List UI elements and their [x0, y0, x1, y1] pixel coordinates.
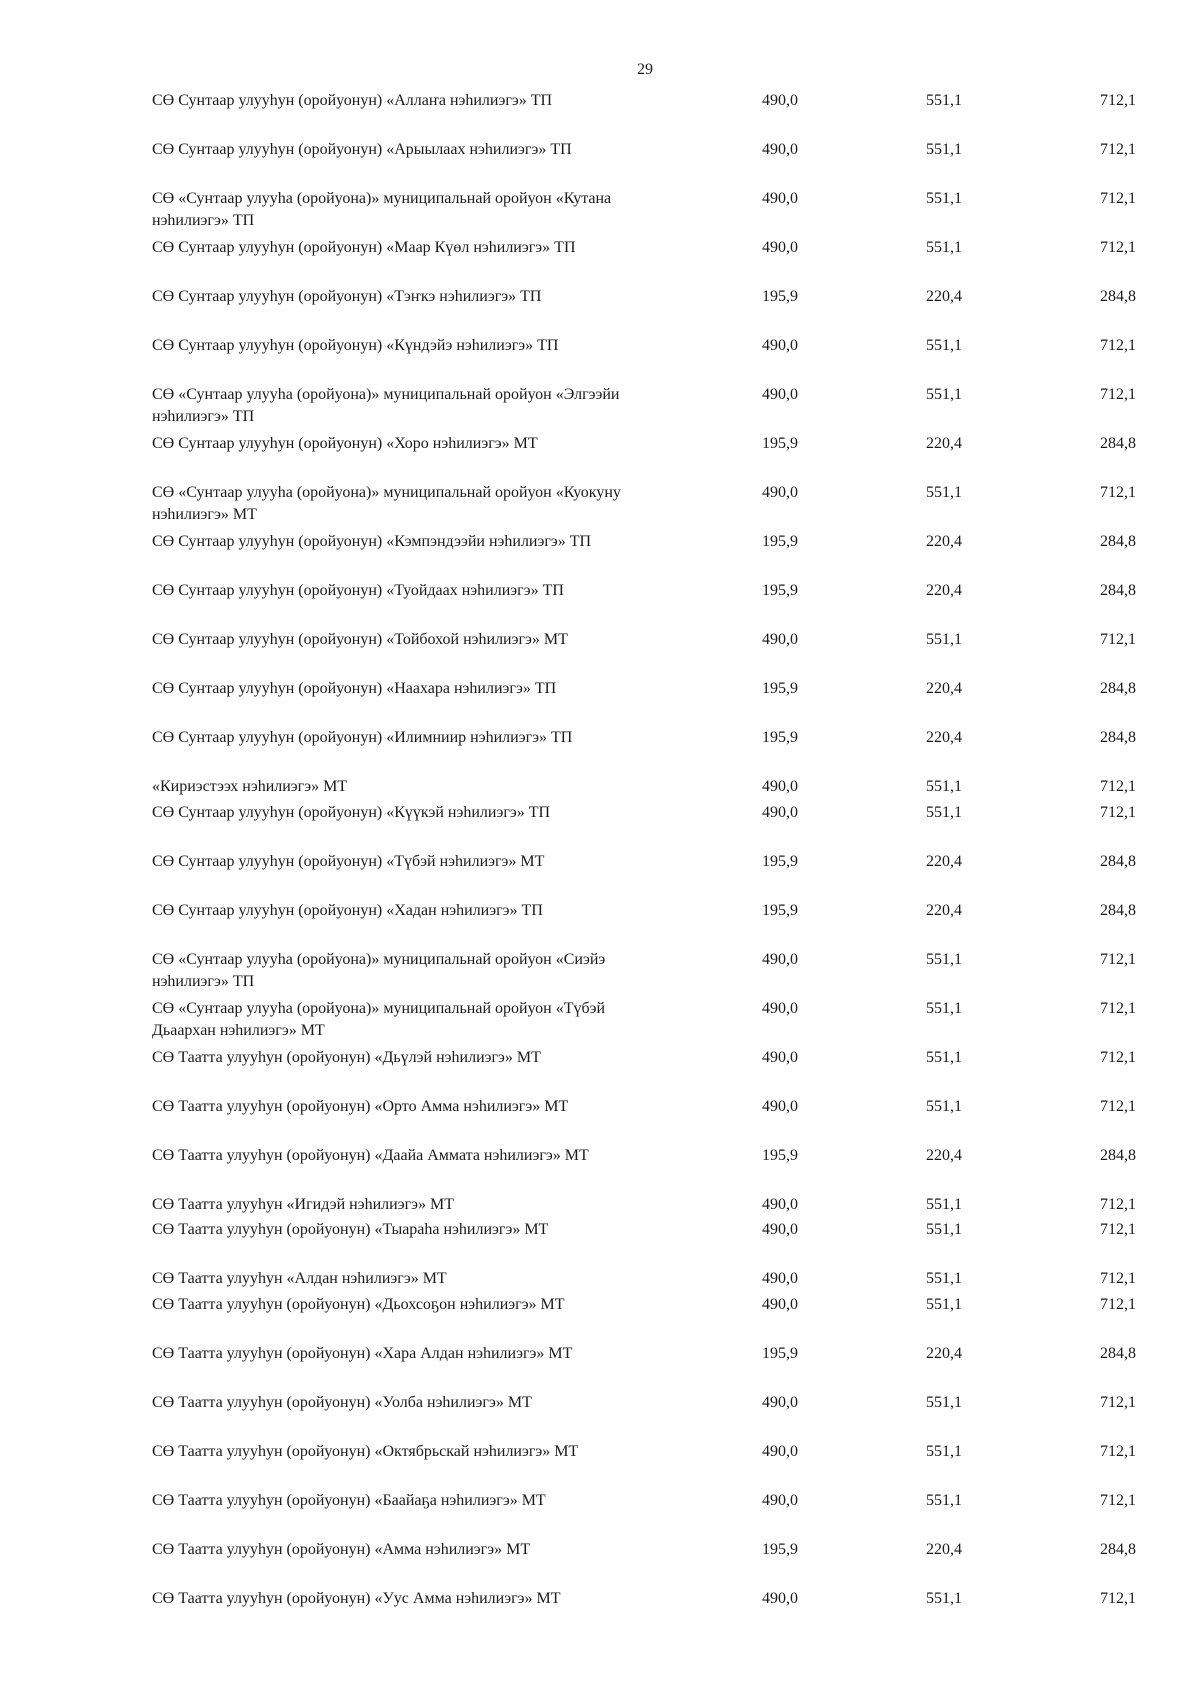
value-col-1: 490,0 [762, 1098, 798, 1115]
value-col-1: 490,0 [762, 1196, 798, 1213]
table-row [0, 335, 1200, 383]
table-row [0, 998, 1200, 1046]
value-col-1: 195,9 [762, 729, 798, 746]
value-col-3: 712,1 [1100, 1196, 1136, 1213]
table-row [0, 949, 1200, 997]
value-col-3: 712,1 [1100, 1270, 1136, 1287]
settlement-name: СӨ Сунтаар улууһун (оройуонун) «Күндэйэ нэһилиэгэ» ТП [152, 337, 559, 354]
value-col-3: 284,8 [1100, 288, 1136, 305]
value-col-1: 490,0 [762, 239, 798, 256]
value-col-3: 712,1 [1100, 1590, 1136, 1607]
value-col-3: 284,8 [1100, 435, 1136, 452]
value-col-2: 551,1 [926, 190, 962, 207]
settlement-name: СӨ «Сунтаар улууһа (оройуона)» муниципальнай оройуон «Элгээйи нэһилиэгэ» ТП [152, 386, 620, 425]
settlement-name: СӨ «Сунтаар улууһа (оройуона)» муниципальнай оройуон «Түбэй Дьаархан нэһилиэгэ» МТ [152, 1000, 606, 1039]
value-col-3: 284,8 [1100, 729, 1136, 746]
value-col-1: 195,9 [762, 680, 798, 697]
settlement-name: СӨ Таатта улууһун (оройуонун) «Уолба нэһилиэгэ» МТ [152, 1394, 532, 1411]
value-col-2: 220,4 [926, 729, 962, 746]
value-col-1: 195,9 [762, 582, 798, 599]
table-row [0, 1145, 1200, 1193]
value-col-2: 551,1 [926, 92, 962, 109]
value-col-1: 490,0 [762, 1221, 798, 1238]
value-col-1: 195,9 [762, 288, 798, 305]
value-col-1: 195,9 [762, 1541, 798, 1558]
value-col-3: 712,1 [1100, 141, 1136, 158]
table-row [0, 482, 1200, 530]
value-col-2: 551,1 [926, 778, 962, 795]
value-col-2: 220,4 [926, 1541, 962, 1558]
value-col-1: 490,0 [762, 92, 798, 109]
value-col-3: 712,1 [1100, 951, 1136, 968]
value-col-2: 551,1 [926, 484, 962, 501]
value-col-2: 551,1 [926, 1049, 962, 1066]
table-row [0, 1588, 1200, 1636]
settlement-name: «Кириэстээх нэһилиэгэ» МТ [152, 778, 348, 795]
value-col-1: 490,0 [762, 484, 798, 501]
table-row [0, 188, 1200, 236]
settlement-name: СӨ Таатта улууһун (оройуонун) «Октябрьскай нэһилиэгэ» МТ [152, 1443, 579, 1460]
value-col-1: 490,0 [762, 190, 798, 207]
value-col-2: 551,1 [926, 1296, 962, 1313]
value-col-1: 490,0 [762, 337, 798, 354]
value-col-1: 490,0 [762, 1000, 798, 1017]
value-col-2: 551,1 [926, 386, 962, 403]
value-col-3: 712,1 [1100, 386, 1136, 403]
value-col-1: 490,0 [762, 386, 798, 403]
value-col-3: 712,1 [1100, 1394, 1136, 1411]
value-col-2: 220,4 [926, 902, 962, 919]
value-col-3: 712,1 [1100, 1296, 1136, 1313]
settlement-name: СӨ Сунтаар улууһун (оройуонун) «Түбэй нэһилиэгэ» МТ [152, 853, 545, 870]
table-row [0, 1441, 1200, 1489]
value-col-2: 551,1 [926, 1394, 962, 1411]
value-col-1: 195,9 [762, 1147, 798, 1164]
value-col-2: 551,1 [926, 141, 962, 158]
value-col-3: 712,1 [1100, 631, 1136, 648]
value-col-3: 712,1 [1100, 1492, 1136, 1509]
value-col-3: 712,1 [1100, 239, 1136, 256]
table-row [0, 531, 1200, 579]
settlement-name: СӨ «Сунтаар улууһа (оройуона)» муниципальнай оройуон «Кутана нэһилиэгэ» ТП [152, 190, 612, 229]
settlement-name: СӨ Сунтаар улууһун (оройуонун) «Тойбохой нэһилиэгэ» МТ [152, 631, 568, 648]
settlement-name: СӨ Таатта улууһун (оройуонун) «Даайа Аммата нэһилиэгэ» МТ [152, 1147, 589, 1164]
value-col-2: 551,1 [926, 631, 962, 648]
settlement-name: СӨ «Сунтаар улууһа (оройуона)» муниципальнай оройуон «Куокуну нэһилиэгэ» МТ [152, 484, 621, 523]
value-col-3: 284,8 [1100, 582, 1136, 599]
value-col-2: 551,1 [926, 1221, 962, 1238]
value-col-3: 712,1 [1100, 92, 1136, 109]
settlement-name: СӨ Сунтаар улууһун (оройуонун) «Тэҥкэ нэһилиэгэ» ТП [152, 288, 542, 305]
value-col-2: 551,1 [926, 1590, 962, 1607]
value-col-2: 551,1 [926, 337, 962, 354]
value-col-1: 490,0 [762, 1443, 798, 1460]
table-row [0, 802, 1200, 850]
value-col-1: 490,0 [762, 778, 798, 795]
value-col-1: 195,9 [762, 1345, 798, 1362]
value-col-3: 712,1 [1100, 1443, 1136, 1460]
value-col-2: 220,4 [926, 582, 962, 599]
value-col-3: 712,1 [1100, 190, 1136, 207]
value-col-2: 220,4 [926, 288, 962, 305]
settlement-name: СӨ Таатта улууһун (оройуонун) «Хара Алдан нэһилиэгэ» МТ [152, 1345, 573, 1362]
value-col-3: 712,1 [1100, 804, 1136, 821]
value-col-2: 220,4 [926, 1147, 962, 1164]
value-col-1: 490,0 [762, 1049, 798, 1066]
value-col-1: 490,0 [762, 804, 798, 821]
value-col-2: 551,1 [926, 1443, 962, 1460]
settlement-name: СӨ Таатта улууһун «Игидэй нэһилиэгэ» МТ [152, 1196, 454, 1213]
value-col-2: 220,4 [926, 533, 962, 550]
value-col-1: 195,9 [762, 435, 798, 452]
value-col-1: 490,0 [762, 141, 798, 158]
value-col-1: 490,0 [762, 1270, 798, 1287]
value-col-2: 551,1 [926, 1196, 962, 1213]
table-row [0, 727, 1200, 775]
value-col-1: 490,0 [762, 631, 798, 648]
settlement-name: СӨ Сунтаар улууһун (оройуонун) «Күүкэй нэһилиэгэ» ТП [152, 804, 551, 821]
value-col-3: 712,1 [1100, 484, 1136, 501]
value-col-2: 551,1 [926, 951, 962, 968]
settlement-name: СӨ Сунтаар улууһун (оройуонун) «Туойдаах нэһилиэгэ» ТП [152, 582, 564, 599]
settlement-name: СӨ Таатта улууһун (оройуонун) «Дьүлэй нэһилиэгэ» МТ [152, 1049, 541, 1066]
value-col-1: 195,9 [762, 853, 798, 870]
value-col-2: 220,4 [926, 680, 962, 697]
value-col-3: 284,8 [1100, 902, 1136, 919]
value-col-3: 284,8 [1100, 1541, 1136, 1558]
settlement-name: СӨ Сунтаар улууһун (оройуонун) «Аллаҥа нэһилиэгэ» ТП [152, 92, 553, 109]
value-col-2: 551,1 [926, 239, 962, 256]
settlement-name: СӨ Сунтаар улууһун (оройуонун) «Кэмпэндээйи нэһилиэгэ» ТП [152, 533, 592, 550]
value-col-2: 220,4 [926, 1345, 962, 1362]
table-row [0, 580, 1200, 628]
value-col-3: 712,1 [1100, 337, 1136, 354]
table-row [0, 237, 1200, 285]
settlement-name: СӨ Сунтаар улууһун (оройуонун) «Арыылаах нэһилиэгэ» ТП [152, 141, 572, 158]
value-col-3: 284,8 [1100, 680, 1136, 697]
value-col-1: 195,9 [762, 902, 798, 919]
value-col-3: 284,8 [1100, 853, 1136, 870]
value-col-3: 284,8 [1100, 1345, 1136, 1362]
value-col-3: 712,1 [1100, 1098, 1136, 1115]
value-col-3: 712,1 [1100, 1000, 1136, 1017]
value-col-2: 220,4 [926, 435, 962, 452]
value-col-3: 284,8 [1100, 533, 1136, 550]
settlement-name: СӨ Таатта улууһун (оройуонун) «Орто Амма нэһилиэгэ» МТ [152, 1098, 569, 1115]
table-row [0, 384, 1200, 432]
settlement-name: СӨ Таатта улууһун (оройуонун) «Тыараһа нэһилиэгэ» МТ [152, 1221, 549, 1238]
settlement-name: СӨ Таатта улууһун (оройуонун) «Амма нэһилиэгэ» МТ [152, 1541, 531, 1558]
table-row [0, 1219, 1200, 1267]
table-row [0, 851, 1200, 899]
settlement-name: СӨ Таатта улууһун (оройуонун) «Баайаҕа нэһилиэгэ» МТ [152, 1492, 546, 1509]
table-row [0, 433, 1200, 481]
settlement-name: СӨ Сунтаар улууһун (оройуонун) «Хадан нэһилиэгэ» ТП [152, 902, 543, 919]
table-row [0, 139, 1200, 187]
page-number: 29 [637, 61, 653, 78]
settlement-name: СӨ Таатта улууһун «Алдан нэһилиэгэ» МТ [152, 1270, 447, 1287]
table-row [0, 1096, 1200, 1144]
value-col-1: 490,0 [762, 951, 798, 968]
value-col-2: 551,1 [926, 1270, 962, 1287]
value-col-2: 551,1 [926, 1492, 962, 1509]
value-col-2: 551,1 [926, 804, 962, 821]
table-row [0, 900, 1200, 948]
table-row [0, 90, 1200, 138]
settlement-name: СӨ Сунтаар улууһун (оройуонун) «Маар Күөл нэһилиэгэ» ТП [152, 239, 576, 256]
table-row [0, 286, 1200, 334]
table-row [0, 1047, 1200, 1095]
settlement-name: СӨ Сунтаар улууһун (оройуонун) «Наахара нэһилиэгэ» ТП [152, 680, 557, 697]
value-col-2: 220,4 [926, 853, 962, 870]
value-col-1: 490,0 [762, 1394, 798, 1411]
settlement-name: СӨ Таатта улууһун (оройуонун) «Дьохсоҕон нэһилиэгэ» МТ [152, 1296, 565, 1313]
value-col-3: 284,8 [1100, 1147, 1136, 1164]
table-row [0, 1343, 1200, 1391]
value-col-1: 195,9 [762, 533, 798, 550]
value-col-1: 490,0 [762, 1492, 798, 1509]
table-row [0, 678, 1200, 726]
settlement-name: СӨ Сунтаар улууһун (оройуонун) «Илимниир нэһилиэгэ» ТП [152, 729, 573, 746]
value-col-3: 712,1 [1100, 1221, 1136, 1238]
table-row [0, 1392, 1200, 1440]
settlement-name: СӨ Сунтаар улууһун (оройуонун) «Хоро нэһилиэгэ» МТ [152, 435, 538, 452]
table-row [0, 1490, 1200, 1538]
value-col-1: 490,0 [762, 1590, 798, 1607]
value-col-3: 712,1 [1100, 1049, 1136, 1066]
table-row [0, 1294, 1200, 1342]
table-row [0, 629, 1200, 677]
table-row [0, 1539, 1200, 1587]
value-col-2: 551,1 [926, 1098, 962, 1115]
value-col-1: 490,0 [762, 1296, 798, 1313]
value-col-3: 712,1 [1100, 778, 1136, 795]
settlement-name: СӨ «Сунтаар улууһа (оройуона)» муниципальнай оройуон «Сиэйэ нэһилиэгэ» ТП [152, 951, 606, 990]
value-col-2: 551,1 [926, 1000, 962, 1017]
settlement-name: СӨ Таатта улууһун (оройуонун) «Уус Амма нэһилиэгэ» МТ [152, 1590, 561, 1607]
